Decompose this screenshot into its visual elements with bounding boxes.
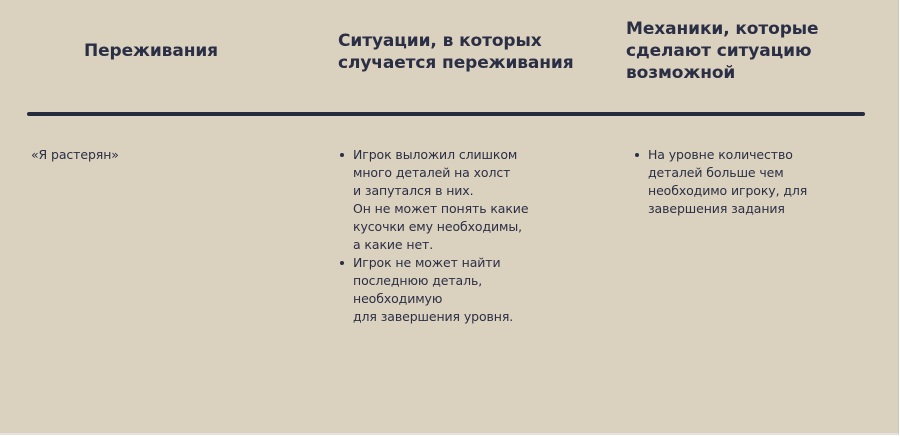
situation-item [338,146,528,254]
situation-line: последнюю деталь, [353,273,483,288]
header-situations-line: случается переживания [338,53,574,73]
header-feelings [84,40,218,62]
header-mechanics-line: Механики, которые [626,19,819,39]
situation-line: Игрок не может найти [353,255,501,270]
situations-list [338,146,528,326]
situation-item [338,254,528,326]
situation-line: кусочки ему необходимы, [353,219,522,234]
mechanic-line: завершения задания [648,201,785,216]
situations-cell [338,146,528,326]
mechanic-line: деталей больше чем [648,165,784,180]
mechanics-list [633,146,807,218]
header-mechanics-line: возможной [626,63,736,83]
header-situations-line: Ситуации, в которых [338,31,542,51]
header-mechanics [626,18,819,84]
mechanic-line: На уровне количество [648,147,793,162]
header-situations [338,30,574,74]
situation-line: много деталей на холст [353,165,511,180]
feeling-cell: «Я растерян» [31,147,119,162]
header-divider [27,112,865,116]
situation-line: для завершения уровня. [353,309,514,324]
situation-line: Игрок выложил слишком [353,147,518,162]
situation-line: а какие нет. [353,237,434,252]
header-mechanics-line: сделают ситуацию [626,41,812,61]
mechanics-cell [633,146,807,218]
header-feelings-line: Переживания [84,41,218,61]
situation-line: необходимую [353,291,443,306]
situation-line: и запутался в них. [353,183,474,198]
mechanic-item [633,146,807,218]
mechanic-line: необходимо игроку, для [648,183,808,198]
situation-line: Он не может понять какие [353,201,529,216]
